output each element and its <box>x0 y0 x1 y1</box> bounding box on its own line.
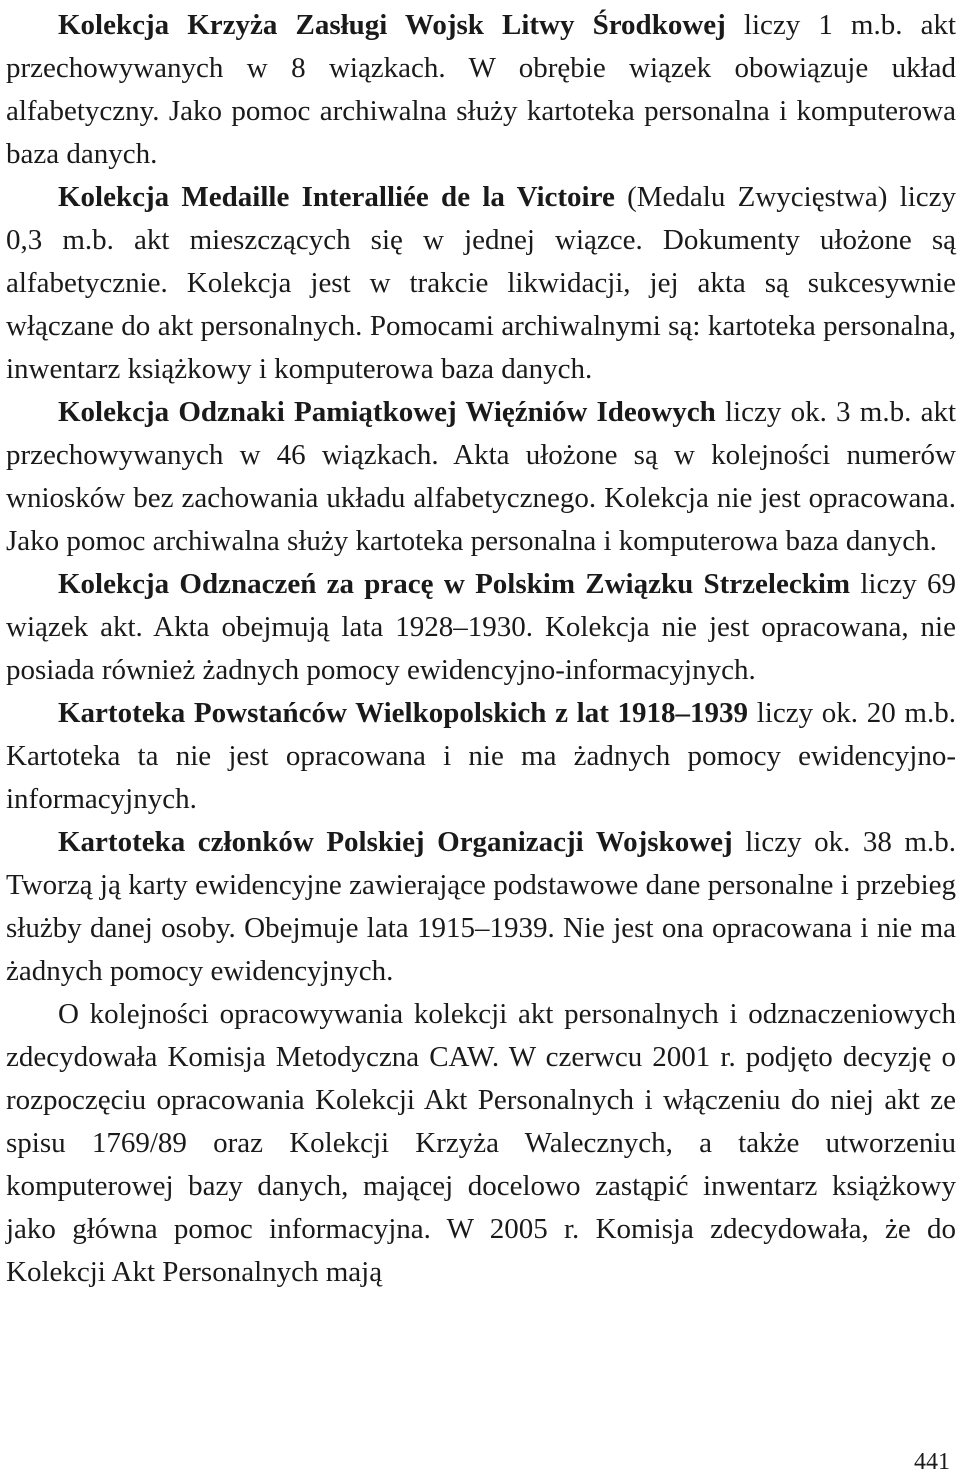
paragraph-krzyz-zaslugi <box>6 4 956 176</box>
paragraph-body: liczy 69 wiązek akt. Akta obejmują lata 1928–1930. Kolekcja nie jest opracowana, nie posiada również żadnych pomocy ewidencyjno-informacyjnych. <box>6 568 956 686</box>
paragraph-heading: Kolekcja Odznaczeń za pracę w Polskim Związku Strzeleckim <box>58 568 851 600</box>
paragraph-body: liczy ok. 20 m.b. Kartoteka ta nie jest opracowana i nie ma żadnych pomocy ewidencyjno-informacyjnych. <box>6 697 956 815</box>
paragraph-heading: Kartoteka Powstańców Wielkopolskich z lat 1918–1939 <box>58 697 749 729</box>
paragraph-body: O kolejności opracowywania kolekcji akt personalnych i odznaczeniowych zdecydowała Komisja Metodyczna CAW. W czerwcu 2001 r. podjęto decyzję o rozpoczęciu opracowania Kolekcji Akt Personalnych i włączeniu do niej akt ze spisu 1769/89 oraz Kolekcji Krzyża Walecznych, a także utworzeniu komputerowej bazy danych, mającej docelowo zastąpić inwentarz książkowy jako główna pomoc informacyjna. W 2005 r. Komisja zdecydowała, że do Kolekcji Akt Personalnych mają <box>6 998 956 1288</box>
page-number: 441 <box>914 1449 950 1475</box>
paragraph-pow-kartoteka <box>6 821 956 993</box>
paragraph-heading: Kolekcja Krzyża Zasługi Wojsk Litwy Środkowej <box>58 9 726 41</box>
paragraph-body: (Medalu Zwycięstwa) liczy 0,3 m.b. akt mieszczących się w jednej wiązce. Dokumenty ułożone są alfabetycznie. Kolekcja jest w trakcie likwidacji, jej akta są sukcesywnie włączane do akt personalnych. Pomocami archiwalnymi są: kartoteka personalna, inwentarz książkowy i komputerowa baza danych. <box>6 181 956 385</box>
paragraph-body: liczy ok. 3 m.b. akt przechowywanych w 46 wiązkach. Akta ułożone są w kolejności numerów wniosków bez zachowania układu alfabetycznego. Kolekcja nie jest opracowana. Jako pomoc archiwalna służy kartoteka personalna i komputerowa baza danych. <box>6 396 957 557</box>
paragraph-odznaka-wiezniow <box>6 391 956 563</box>
paragraph-komisja-metodyczna <box>6 993 956 1294</box>
paragraph-heading: Kartoteka członków Polskiej Organizacji Wojskowej <box>58 826 733 858</box>
paragraph-heading: Kolekcja Medaille Interalliée de la Victoire <box>58 181 615 213</box>
paragraph-body: liczy ok. 38 m.b. Tworzą ją karty ewidencyjne zawierające podstawowe dane personalne i przebieg służby danej osoby. Obejmuje lata 1915–1939. Nie jest ona opracowana i nie ma żadnych pomocy ewidencyjnych. <box>6 826 956 987</box>
paragraph-medaille-victoire <box>6 176 956 391</box>
body-text <box>6 0 956 1294</box>
paragraph-odznaczenia-strzeleckie <box>6 563 956 692</box>
paragraph-body: liczy 1 m.b. akt przechowywanych w 8 wiązkach. W obrębie wiązek obowiązuje układ alfabetyczny. Jako pomoc archiwalna służy kartoteka personalna i komputerowa baza danych. <box>6 9 957 170</box>
paragraph-powstancy-wielkopolscy <box>6 692 956 821</box>
paragraph-heading: Kolekcja Odznaki Pamiątkowej Więźniów Ideowych <box>58 396 716 428</box>
